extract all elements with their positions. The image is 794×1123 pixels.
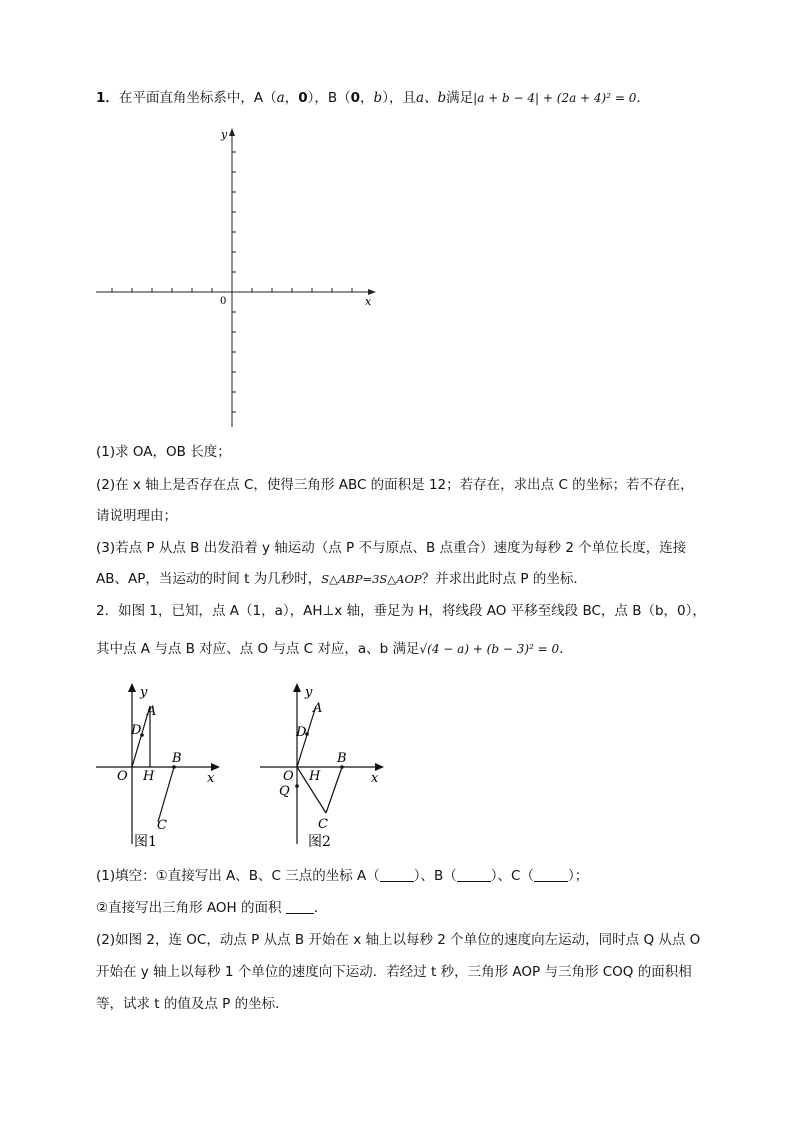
answer-blank-a[interactable]: [380, 868, 414, 882]
answer-blank-b[interactable]: [457, 868, 491, 882]
fig2-label-b: B: [337, 751, 347, 766]
q2-condition-formula: √(4 − a) + (b − 3)² = 0: [419, 642, 560, 656]
q1-coordinate-graph: [90, 122, 390, 432]
q1-x-label: x: [365, 295, 372, 308]
q2-part2-line1: (2)如图 2，连 OC，动点 P 从点 B 开始在 x 轴上以每秒 2 个单位的速度向左运动，同时点 Q 从点 O: [96, 932, 701, 948]
fig1-label-c: C: [157, 818, 167, 833]
q2-part1-sub2: ②直接写出三角形 AOH 的面积 ．: [96, 900, 328, 916]
q1-origin-label: 0: [220, 296, 227, 307]
answer-blank-c[interactable]: [534, 868, 568, 882]
fig1-y-label: y: [140, 685, 148, 700]
fig1-label-d: D: [131, 723, 142, 738]
fig2-label-d: D: [296, 725, 307, 740]
fig2-label-q: Q: [279, 784, 290, 799]
answer-blank-area[interactable]: [286, 900, 314, 914]
fig2-label-a: A: [313, 701, 323, 716]
q2-part1: (1)填空：①直接写出 A、B、C 三点的坐标 A（ ）、B（ ）、C（ ）；: [96, 868, 589, 884]
fig1-x-label: x: [207, 771, 215, 786]
q1-part3-line2: AB、AP，当运动的时间 t 为几秒时，S△ABP=3S△AOP？并求出此时点 P 的坐标．: [96, 571, 587, 587]
fig2-caption: 图2: [308, 834, 331, 850]
fig2-y-label: y: [305, 685, 313, 700]
q1-part1: (1)求 OA，OB 长度；: [96, 444, 231, 460]
fig1-label-h: H: [143, 769, 155, 784]
q2-part2-line3: 等，试求 t 的值及点 P 的坐标．: [96, 996, 289, 1012]
fig2-x-label: x: [371, 771, 379, 786]
q1-intro: 1．在平面直角坐标系中，A（a，0），B（0，b），且a、b满足|a + b − 4| + (2a + 4)² = 0．: [96, 90, 650, 106]
q2-line1: 2．如图 1，已知，点 A（1，a），AH⊥x 轴，垂足为 H，将线段 AO 平移至线段 BC，点 B（b，0），: [96, 603, 706, 619]
q1-part2-line2: 请说明理由；: [96, 508, 177, 524]
q1-condition-formula: |a + b − 4| + (2a + 4)² = 0: [473, 91, 637, 105]
q1-number: 1．: [96, 90, 119, 106]
figure-1: [92, 676, 232, 856]
figure-2: [256, 676, 396, 856]
fig1-label-a: A: [147, 704, 157, 719]
q1-area-formula: S△ABP=3S△AOP: [321, 572, 422, 586]
q1-part2-line1: (2)在 x 轴上是否存在点 C，使得三角形 ABC 的面积是 12；若存在，求出点 C 的坐标；若不存在，: [96, 477, 694, 493]
fig2-label-o: O: [283, 769, 294, 784]
q1-part3-line1: (3)若点 P 从点 B 出发沿着 y 轴运动（点 P 不与原点、B 点重合）速度为每秒 2 个单位长度，连接: [96, 540, 687, 556]
fig1-caption: 图1: [134, 834, 157, 850]
fig2-label-c: C: [318, 817, 328, 832]
q2-part2-line2: 开始在 y 轴上以每秒 1 个单位的速度向下运动．若经过 t 秒，三角形 AOP 与三角形 COQ 的面积相: [96, 964, 692, 980]
fig2-label-h: H: [309, 769, 321, 784]
q2-line2: 其中点 A 与点 B 对应、点 O 与点 C 对应，a、b 满足√(4 − a) + (b − 3)² = 0．: [96, 641, 573, 657]
fig1-label-o: O: [117, 769, 128, 784]
fig1-label-b: B: [172, 751, 182, 766]
q1-y-label: y: [221, 128, 228, 141]
